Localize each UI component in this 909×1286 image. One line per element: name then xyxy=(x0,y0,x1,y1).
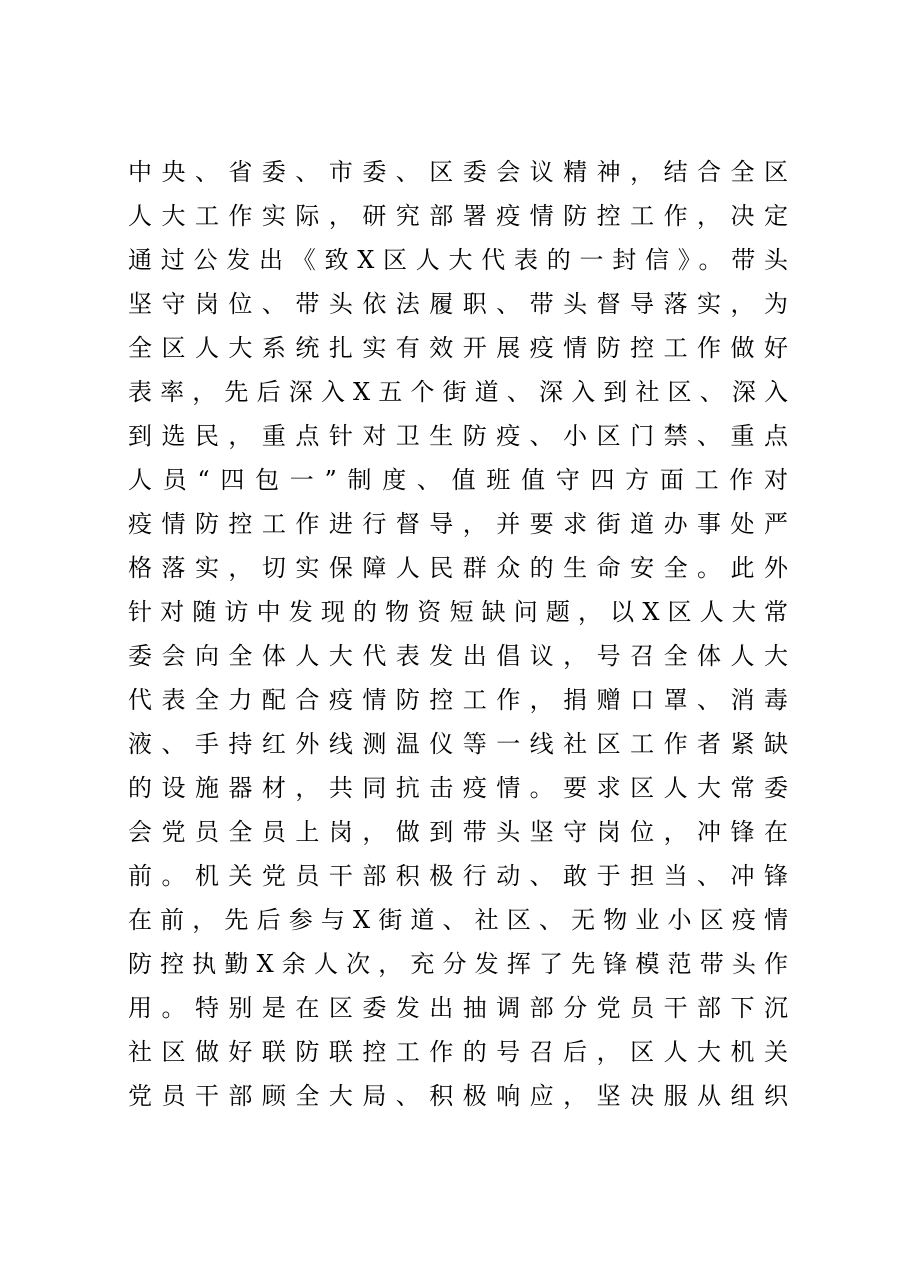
text-line: 坚守岗位、带头依法履职、带头督导落实，为 xyxy=(128,290,788,318)
text-line: 通过公发出《致X区人大代表的一封信》。带头 xyxy=(128,246,788,274)
text-line: 格落实，切实保障人民群众的生命安全。此外 xyxy=(128,554,788,582)
text-line: 针对随访中发现的物资短缺问题，以X区人大常 xyxy=(128,598,788,626)
text-line: 的设施器材，共同抗击疫情。要求区人大常委 xyxy=(128,774,788,802)
text-line: 会党员全员上岗，做到带头坚守岗位，冲锋在 xyxy=(128,818,788,846)
text-line: 人员“四包一”制度、值班值守四方面工作对 xyxy=(128,466,788,494)
text-line: 前。机关党员干部积极行动、敢于担当、冲锋 xyxy=(128,862,788,890)
text-line: 党员干部顾全大局、积极响应，坚决服从组织 xyxy=(128,1082,788,1110)
text-line: 委会向全体人大代表发出倡议，号召全体人大 xyxy=(128,642,788,670)
text-line: 中央、省委、市委、区委会议精神，结合全区 xyxy=(128,158,788,186)
body-text xyxy=(128,150,788,1118)
text-line: 疫情防控工作进行督导，并要求街道办事处严 xyxy=(128,510,788,538)
text-line: 人大工作实际，研究部署疫情防控工作，决定 xyxy=(128,202,788,230)
text-line: 社区做好联防联控工作的号召后，区人大机关 xyxy=(128,1038,788,1066)
text-line: 到选民，重点针对卫生防疫、小区门禁、重点 xyxy=(128,422,788,450)
text-line: 表率，先后深入X五个街道、深入到社区、深入 xyxy=(128,378,788,406)
text-line: 液、手持红外线测温仪等一线社区工作者紧缺 xyxy=(128,730,788,758)
text-line: 在前，先后参与X街道、社区、无物业小区疫情 xyxy=(128,906,788,934)
text-line: 防控执勤X余人次，充分发挥了先锋模范带头作 xyxy=(128,950,788,978)
text-line: 用。特别是在区委发出抽调部分党员干部下沉 xyxy=(128,994,788,1022)
text-line: 全区人大系统扎实有效开展疫情防控工作做好 xyxy=(128,334,788,362)
text-line: 代表全力配合疫情防控工作，捐赠口罩、消毒 xyxy=(128,686,788,714)
